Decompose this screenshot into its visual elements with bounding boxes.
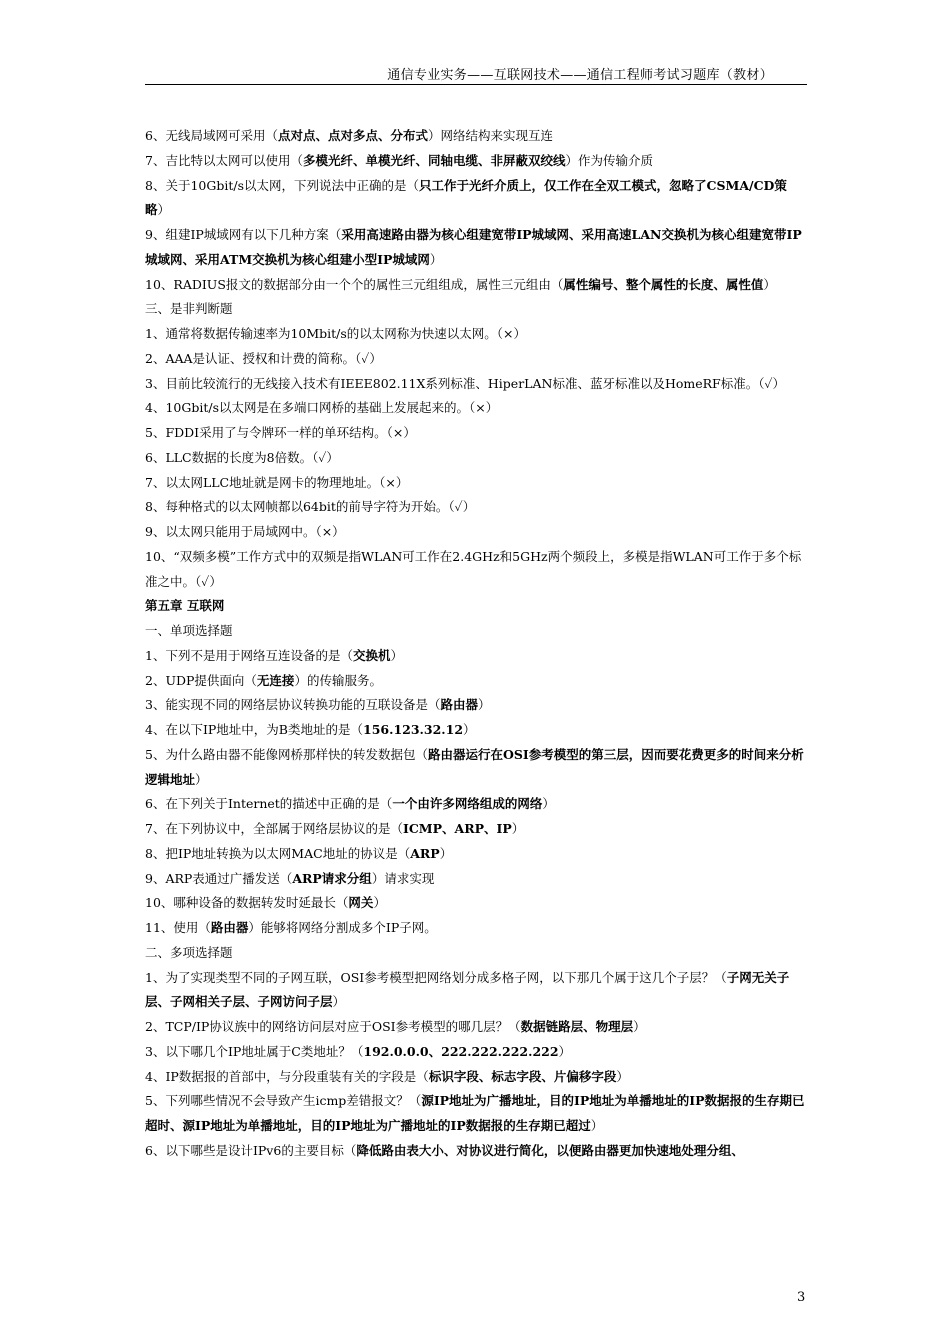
line-text: 8、每种格式的以太网帧都以64bit的前导字符为开始。（✓）: [145, 499, 476, 515]
text-line: [145, 1015, 807, 1040]
line-text: 4、10Gbit/s以太网是在多端口网桥的基础上发展起来的。（×）: [145, 400, 499, 416]
document-body: [145, 124, 807, 1164]
line-text: ）: [477, 697, 491, 713]
line-text: 6、LLC数据的长度为8倍数。（✓）: [145, 449, 339, 465]
line-text: ）: [439, 845, 453, 861]
line-text: 4、在以下IP地址中，为B类地址的是（: [145, 722, 363, 737]
line-text: 8、把IP地址转换为以太网MAC地址的协议是（: [145, 845, 411, 861]
line-text: 2、AAA是认证、授权和计费的简称。（✓）: [145, 350, 382, 366]
text-line: [145, 297, 807, 322]
line-text: 7、以太网LLC地址就是网卡的物理地址。（×）: [145, 474, 409, 490]
text-line: [145, 396, 807, 421]
page-number: 3: [797, 1290, 806, 1305]
answer-text: 属性编号、整个属性的长度、属性值: [563, 276, 764, 292]
line-text: 9、以太网只能用于局域网中。（×）: [145, 524, 345, 539]
answer-text: 多模光纤、单模光纤、同轴电缆、非屏蔽双绞线: [302, 152, 566, 168]
answer-text: ICMP、ARP、IP: [402, 821, 512, 836]
answer-text: 网关: [348, 895, 374, 911]
line-text: 1、通常将数据传输速率为10Mbit/s的以太网称为快速以太网。（×）: [145, 326, 527, 341]
text-line: [145, 273, 807, 298]
text-line: [145, 124, 807, 149]
line-text: ）: [542, 796, 555, 812]
answer-text: ARP请求分组: [292, 870, 372, 886]
answer-text: 数据链路层、物理层: [520, 1019, 634, 1034]
answer-text: 路由器: [210, 920, 249, 935]
answer-text: ARP: [410, 845, 440, 861]
line-text: 6、无线局域网可采用（: [145, 128, 278, 143]
line-text: 一、单项选择题: [145, 623, 233, 638]
line-text: ）网络结构来实现互连: [427, 128, 553, 143]
text-line: [145, 867, 807, 892]
line-text: ）: [332, 994, 346, 1010]
text-line: [145, 891, 807, 916]
text-line: [145, 1139, 807, 1164]
text-line: [145, 495, 807, 520]
line-text: 2、TCP/IP协议族中的网络访问层对应于OSI参考模型的哪几层？（: [145, 1019, 521, 1034]
text-line: [145, 322, 807, 347]
text-line: [145, 916, 807, 941]
line-text: 3、目前比较流行的无线接入技术有IEEE802.11X系列标准、HiperLAN标准、蓝牙标准以及HomeRF标准。（✓）: [145, 375, 786, 391]
answer-text: 156.123.32.12: [363, 722, 464, 737]
line-text: 2、UDP提供面向（: [145, 672, 257, 688]
line-text: 3、能实现不同的网络层协议转换功能的互联设备是（: [145, 697, 441, 713]
line-text: ）能够将网络分割成多个IP子网。: [248, 920, 437, 935]
line-text: 1、下列不是用于网络互连设备的是（: [145, 647, 353, 663]
line-text: ）: [195, 771, 208, 787]
line-text: ）的传输服务。: [294, 672, 382, 688]
line-text: ）: [763, 276, 776, 292]
line-text: 6、在下列关于Internet的描述中正确的是（: [145, 796, 393, 812]
line-text: 7、在下列协议中，全部属于网络层协议的是（: [145, 821, 403, 836]
answer-text: 交换机: [352, 647, 391, 663]
line-text: 9、组建IP城域网有以下几种方案（: [145, 227, 342, 242]
answer-text: 子网无关子层、子网相关子层、子网访问子层: [145, 969, 790, 1010]
text-line: [145, 149, 807, 174]
text-line: [145, 223, 807, 273]
text-line: [145, 817, 807, 842]
text-line: [145, 446, 807, 471]
line-text: ）: [463, 722, 476, 737]
line-text: ）: [390, 647, 403, 663]
answer-text: 第五章 互联网: [145, 598, 225, 614]
line-text: 10、RADIUS报文的数据部分由一个个的属性三元组组成，属性三元组由（: [145, 276, 564, 292]
text-line: [145, 669, 807, 694]
answer-text: 一个由许多网络组成的网络: [392, 796, 543, 812]
line-text: 7、吉比特以太网可以使用（: [145, 152, 303, 168]
answer-text: 标识字段、标志字段、片偏移字段: [428, 1068, 617, 1084]
text-line: [145, 347, 807, 372]
answer-text: 无连接: [256, 672, 295, 688]
text-line: [145, 421, 807, 446]
line-text: ）作为传输介质: [565, 152, 653, 168]
line-text: 4、IP数据报的首部中，与分段重装有关的字段是（: [145, 1068, 429, 1084]
line-text: ）: [616, 1068, 629, 1084]
answer-text: 源IP地址为广播地址，目的IP地址为单播地址的IP数据报的生存期已超时、源IP地址为单播地址，目的IP地址为广播地址的IP数据报的生存期已超过: [145, 1093, 805, 1133]
line-text: 二、多项选择题: [145, 944, 233, 960]
line-text: ）: [633, 1019, 646, 1034]
answer-text: 192.0.0.0、222.222.222.222: [363, 1043, 559, 1059]
line-text: 8、关于10Gbit/s以太网，下列说法中正确的是（: [145, 177, 419, 193]
line-text: ）: [373, 895, 386, 911]
text-line: [145, 792, 807, 817]
line-text: 5、FDDI采用了与令牌环一样的单环结构。（×）: [145, 425, 416, 440]
text-line: [145, 594, 807, 619]
line-text: 5、下列哪些情况不会导致产生icmp差错报文？（: [145, 1093, 422, 1109]
text-line: [145, 718, 807, 743]
line-text: 10、“双频多模”工作方式中的双频是指WLAN可工作在2.4GHz和5GHz两个频段上，多模是指WLAN可工作于多个标准之中。（✓）: [145, 548, 802, 589]
text-line: [145, 545, 807, 595]
header-title: 通信专业实务——互联网技术——通信工程师考试习题库（教材）: [387, 68, 773, 83]
line-text: ）: [590, 1118, 604, 1133]
text-line: [145, 842, 807, 867]
text-line: [145, 966, 807, 1016]
text-line: [145, 941, 807, 966]
text-line: [145, 619, 807, 644]
answer-text: 路由器运行在OSI参考模型的第三层，因而要花费更多的时间来分析逻辑地址: [145, 746, 804, 787]
text-line: [145, 1089, 807, 1139]
line-text: 5、为什么路由器不能像网桥那样快的转发数据包（: [145, 746, 428, 762]
answer-text: 路由器: [440, 697, 478, 713]
line-text: 11、使用（: [145, 920, 211, 935]
text-line: [145, 520, 807, 545]
text-line: [145, 174, 807, 224]
answer-text: 只工作于光纤介质上，仅工作在全双工模式，忽略了CSMA/CD策略: [145, 177, 787, 218]
text-line: [145, 1065, 807, 1090]
text-line: [145, 644, 807, 669]
line-text: 6、以下哪些是设计IPv6的主要目标（: [145, 1142, 357, 1158]
text-line: [145, 372, 807, 397]
line-text: 三、是非判断题: [145, 301, 233, 317]
text-line: [145, 693, 807, 718]
page-header: [145, 58, 807, 85]
line-text: ）: [429, 251, 443, 267]
line-text: 9、ARP表通过广播发送（: [145, 870, 293, 886]
line-text: 10、哪种设备的数据转发时延最长（: [145, 895, 349, 911]
text-line: [145, 471, 807, 496]
line-text: ）: [157, 202, 171, 218]
line-text: 3、以下哪几个IP地址属于C类地址？（: [145, 1043, 364, 1059]
answer-text: 降低路由表大小、对协议进行简化，以便路由器更加快速地处理分组、: [356, 1142, 744, 1158]
answer-text: 采用高速路由器为核心组建宽带IP城域网、采用高速LAN交换机为核心组建宽带IP城域网、采用ATM交换机为核心组建小型IP城域网: [145, 227, 802, 267]
line-text: ）: [511, 821, 525, 836]
answer-text: 点对点、点对多点、分布式: [277, 128, 428, 143]
line-text: 1、为了实现类型不同的子网互联，OSI参考模型把网络划分成多格子网，以下那几个属于这几个子层？（: [145, 969, 727, 985]
line-text: ）: [558, 1043, 572, 1059]
text-line: [145, 743, 807, 793]
line-text: ）请求实现: [371, 870, 435, 886]
text-line: [145, 1040, 807, 1065]
